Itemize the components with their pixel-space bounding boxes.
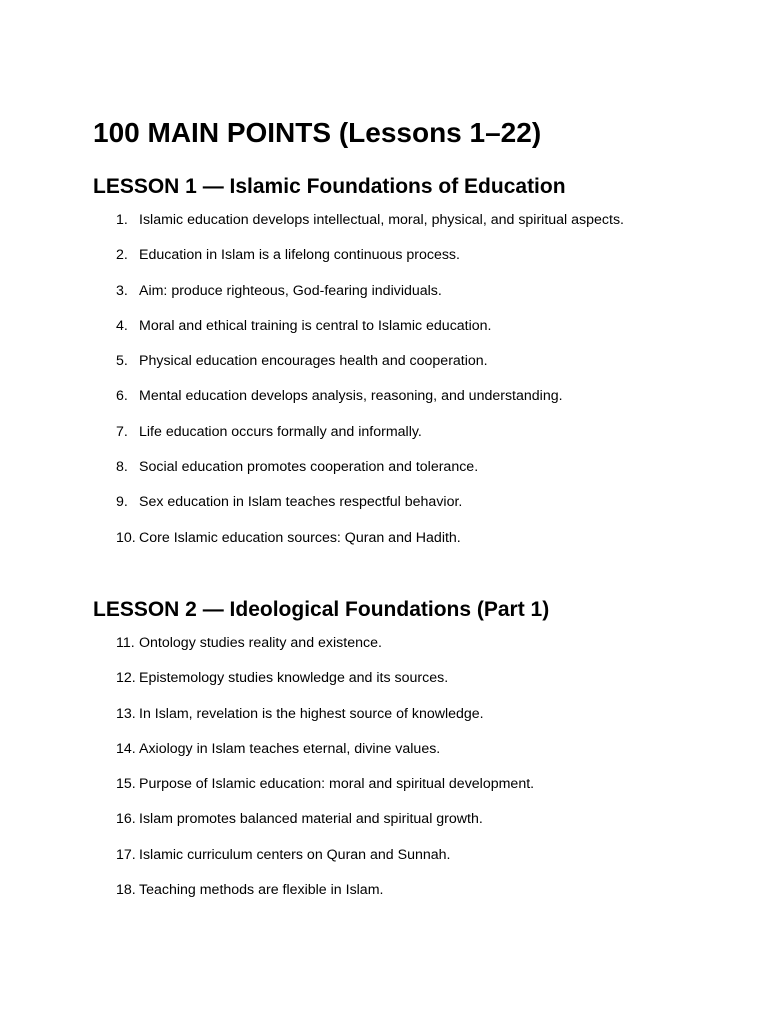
point-number: 15. <box>116 776 136 793</box>
list-item <box>93 845 733 880</box>
lesson-2-heading: LESSON 2 — Ideological Foundations (Part 1) <box>93 597 550 621</box>
point-number: 4. <box>116 317 128 334</box>
point-text: Mental education develops analysis, reasoning, and understanding. <box>139 388 563 405</box>
point-number: 7. <box>116 423 128 440</box>
list-item <box>93 386 733 421</box>
list-item <box>93 492 733 527</box>
list-item <box>93 245 733 280</box>
point-text: Life education occurs formally and informally. <box>139 423 422 440</box>
point-number: 8. <box>116 459 128 476</box>
point-number: 10. <box>116 529 136 546</box>
point-text: Ontology studies reality and existence. <box>139 634 382 651</box>
list-item <box>93 633 733 668</box>
point-text: Moral and ethical training is central to Islamic education. <box>139 317 492 334</box>
point-number: 5. <box>116 353 128 370</box>
point-number: 2. <box>116 247 128 264</box>
point-text: Sex education in Islam teaches respectful behavior. <box>139 494 463 511</box>
list-item <box>93 774 733 809</box>
point-text: Core Islamic education sources: Quran and Hadith. <box>139 529 461 546</box>
list-item <box>93 668 733 703</box>
list-item <box>93 528 733 563</box>
point-number: 12. <box>116 670 136 687</box>
lesson-1-heading: LESSON 1 — Islamic Foundations of Education <box>93 175 566 198</box>
list-item <box>93 704 733 739</box>
point-text: Axiology in Islam teaches eternal, divine values. <box>139 740 441 757</box>
point-text: Purpose of Islamic education: moral and spiritual development. <box>139 776 535 793</box>
list-item <box>93 809 733 844</box>
point-text: Epistemology studies knowledge and its sources. <box>139 670 449 687</box>
point-text: Teaching methods are flexible in Islam. <box>139 882 384 899</box>
point-text: Aim: produce righteous, God-fearing individuals. <box>139 282 442 299</box>
point-number: 6. <box>116 388 128 405</box>
point-number: 13. <box>116 705 136 722</box>
point-text: Islamic education develops intellectual, moral, physical, and spiritual aspects. <box>139 212 624 228</box>
point-number: 18. <box>116 882 136 899</box>
list-item <box>93 457 733 492</box>
point-number: 1. <box>116 212 128 228</box>
point-text: Social education promotes cooperation and tolerance. <box>139 459 479 476</box>
point-number: 3. <box>116 282 128 299</box>
point-number: 11. <box>116 634 135 651</box>
point-text: Islamic curriculum centers on Quran and Sunnah. <box>139 846 451 863</box>
list-item <box>93 422 733 457</box>
list-item <box>93 316 733 351</box>
point-number: 16. <box>116 811 136 828</box>
document-title: 100 MAIN POINTS (Lessons 1–22) <box>93 117 542 148</box>
list-item <box>93 351 733 386</box>
point-text: Education in Islam is a lifelong continuous process. <box>139 247 460 264</box>
document-page <box>93 116 733 915</box>
point-text: Islam promotes balanced material and spiritual growth. <box>139 811 483 828</box>
list-item <box>93 281 733 316</box>
list-item <box>93 880 733 915</box>
list-item <box>93 210 733 245</box>
point-text: In Islam, revelation is the highest source of knowledge. <box>139 705 484 722</box>
point-number: 9. <box>116 494 128 511</box>
list-item <box>93 739 733 774</box>
point-text: Physical education encourages health and cooperation. <box>139 353 488 370</box>
point-number: 17. <box>116 846 136 863</box>
lesson-2-points-list <box>93 633 733 915</box>
lesson-1-points-list <box>93 210 733 563</box>
point-number: 14. <box>116 740 136 757</box>
